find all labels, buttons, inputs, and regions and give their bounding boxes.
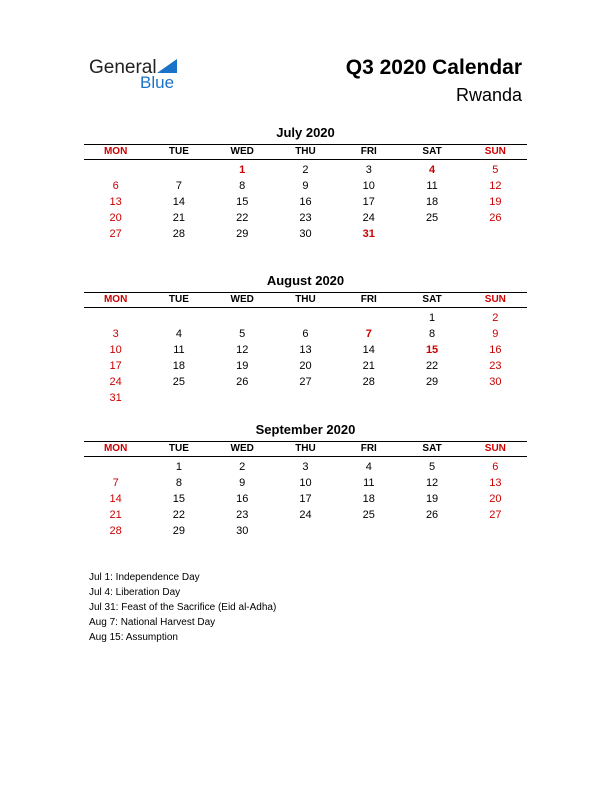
day-cell: 12 (489, 180, 502, 192)
day-cell: 19 (236, 360, 249, 372)
day-cell: 11 (363, 477, 375, 489)
day-cell: 6 (112, 180, 119, 192)
weekday-sun: SUN (484, 146, 506, 157)
day-grid (84, 310, 527, 406)
weekday-tue: TUE (168, 146, 189, 157)
day-cell: 27 (299, 376, 312, 388)
empty-cell (274, 523, 337, 539)
logo-general-text: General (89, 57, 157, 78)
empty-cell (400, 523, 463, 539)
day-cell: 16 (489, 344, 502, 356)
day-cell: 31 (362, 228, 375, 240)
day-cell: 29 (236, 228, 249, 240)
day-cell: 28 (172, 228, 186, 240)
day-cell: 10 (362, 180, 375, 192)
day-cell: 26 (236, 376, 249, 388)
month-title: August 2020 (266, 273, 345, 288)
day-cell: 14 (172, 196, 186, 208)
day-cell: 26 (489, 212, 502, 224)
day-cell: 15 (236, 196, 249, 208)
day-cell: 6 (302, 328, 309, 340)
day-cell: 22 (236, 212, 249, 224)
day-cell: 16 (236, 493, 249, 505)
day-cell: 20 (299, 360, 312, 372)
day-cell: 23 (299, 212, 312, 224)
day-cell: 26 (425, 509, 439, 521)
day-cell: 10 (109, 344, 122, 356)
day-cell: 3 (365, 164, 372, 176)
day-cell: 7 (175, 180, 182, 192)
month-august (84, 273, 527, 406)
weekday-sat: SAT (422, 146, 442, 157)
day-cell: 11 (426, 180, 438, 192)
weekday-sun: SUN (484, 294, 506, 305)
day-grid (84, 459, 527, 539)
day-cell: 1 (239, 164, 246, 176)
empty-cell (211, 390, 274, 406)
weekday-fri: FRI (360, 294, 377, 305)
holiday-item: Aug 15: Assumption (89, 632, 178, 643)
day-cell: 2 (302, 164, 309, 176)
weekday-sun: SUN (484, 443, 506, 454)
day-cell: 3 (112, 328, 119, 340)
day-cell: 2 (492, 312, 499, 324)
day-cell: 27 (489, 509, 502, 521)
day-cell: 25 (172, 376, 186, 388)
logo-triangle-icon (157, 59, 177, 73)
day-cell: 28 (362, 376, 375, 388)
weekday-fri: FRI (360, 146, 377, 157)
day-cell: 28 (109, 525, 122, 537)
empty-cell (464, 523, 527, 539)
day-cell: 9 (492, 328, 499, 340)
day-cell: 21 (109, 509, 122, 521)
day-cell: 14 (362, 344, 375, 356)
weekday-fri: FRI (360, 443, 377, 454)
day-cell: 1 (175, 461, 182, 473)
day-cell: 24 (299, 509, 312, 521)
empty-cell (211, 310, 274, 326)
day-cell: 19 (425, 493, 439, 505)
weekday-wed: WED (230, 443, 254, 454)
weekday-wed: WED (230, 146, 254, 157)
day-cell: 13 (299, 344, 312, 356)
day-cell: 6 (492, 461, 499, 473)
day-cell: 10 (299, 477, 312, 489)
day-cell: 20 (489, 493, 502, 505)
holiday-item: Jul 4: Liberation Day (89, 587, 181, 598)
day-cell: 7 (365, 328, 372, 340)
empty-cell (400, 390, 463, 406)
empty-cell (147, 390, 210, 406)
day-cell: 17 (109, 360, 122, 372)
holiday-item: Jul 1: Independence Day (89, 572, 200, 583)
day-cell: 8 (175, 477, 182, 489)
month-july (84, 125, 527, 242)
empty-cell (147, 310, 210, 326)
weekday-sat: SAT (422, 443, 442, 454)
day-cell: 4 (429, 164, 436, 176)
weekday-tue: TUE (168, 294, 189, 305)
logo (89, 57, 189, 93)
weekday-header (84, 292, 527, 308)
day-cell: 4 (175, 328, 182, 340)
day-cell: 14 (109, 493, 122, 505)
day-cell: 4 (365, 461, 372, 473)
day-cell: 21 (172, 212, 186, 224)
day-cell: 9 (302, 180, 309, 192)
day-cell: 22 (425, 360, 439, 372)
day-grid (84, 162, 527, 242)
empty-cell (84, 162, 147, 178)
day-cell: 13 (109, 196, 122, 208)
day-cell: 1 (429, 312, 436, 324)
weekday-thu: THU (295, 443, 316, 454)
day-cell: 9 (239, 477, 246, 489)
day-cell: 18 (425, 196, 439, 208)
day-cell: 15 (425, 344, 439, 356)
weekday-tue: TUE (168, 443, 189, 454)
empty-cell (274, 310, 337, 326)
weekday-wed: WED (230, 294, 254, 305)
day-cell: 3 (302, 461, 309, 473)
day-cell: 5 (492, 164, 499, 176)
empty-cell (84, 310, 147, 326)
logo-blue-text: Blue (140, 73, 175, 92)
day-cell: 25 (362, 509, 375, 521)
day-cell: 12 (236, 344, 249, 356)
day-cell: 12 (425, 477, 439, 489)
empty-cell (337, 523, 400, 539)
day-cell: 22 (172, 509, 186, 521)
day-cell: 8 (429, 328, 436, 340)
empty-cell (147, 162, 210, 178)
empty-cell (400, 226, 463, 242)
empty-cell (337, 390, 400, 406)
day-cell: 5 (239, 328, 246, 340)
day-cell: 31 (109, 392, 122, 404)
day-cell: 5 (429, 461, 436, 473)
weekday-mon: MON (103, 294, 128, 305)
day-cell: 25 (425, 212, 439, 224)
day-cell: 24 (362, 212, 375, 224)
day-cell: 21 (362, 360, 375, 372)
day-cell: 30 (236, 525, 249, 537)
weekday-mon: MON (103, 443, 128, 454)
day-cell: 11 (173, 344, 185, 356)
day-cell: 29 (172, 525, 186, 537)
day-cell: 17 (362, 196, 375, 208)
month-title: September 2020 (255, 422, 356, 437)
day-cell: 23 (236, 509, 249, 521)
day-cell: 19 (489, 196, 502, 208)
weekday-thu: THU (295, 146, 316, 157)
weekday-thu: THU (295, 294, 316, 305)
day-cell: 18 (172, 360, 186, 372)
day-cell: 16 (299, 196, 312, 208)
empty-cell (274, 390, 337, 406)
month-title: July 2020 (276, 125, 335, 140)
day-cell: 27 (109, 228, 122, 240)
day-cell: 29 (425, 376, 439, 388)
day-cell: 30 (489, 376, 502, 388)
weekday-header (84, 441, 527, 457)
day-cell: 18 (362, 493, 375, 505)
holiday-item: Jul 31: Feast of the Sacrifice (Eid al-Adha) (89, 602, 277, 613)
page-title: Q3 2020 Calendar (345, 56, 522, 79)
empty-cell (84, 459, 147, 475)
empty-cell (464, 226, 527, 242)
day-cell: 2 (239, 461, 246, 473)
day-cell: 15 (172, 493, 186, 505)
day-cell: 13 (489, 477, 502, 489)
empty-cell (337, 310, 400, 326)
weekday-sat: SAT (422, 294, 442, 305)
day-cell: 20 (109, 212, 122, 224)
day-cell: 8 (239, 180, 246, 192)
weekday-header (84, 144, 527, 160)
day-cell: 17 (299, 493, 312, 505)
day-cell: 30 (299, 228, 312, 240)
day-cell: 24 (109, 376, 122, 388)
weekday-mon: MON (103, 146, 128, 157)
day-cell: 23 (489, 360, 502, 372)
holiday-list (89, 570, 276, 645)
country-name: Rwanda (455, 85, 522, 105)
month-september (84, 422, 527, 539)
holiday-item: Aug 7: National Harvest Day (89, 617, 216, 628)
day-cell: 7 (112, 477, 119, 489)
empty-cell (464, 390, 527, 406)
